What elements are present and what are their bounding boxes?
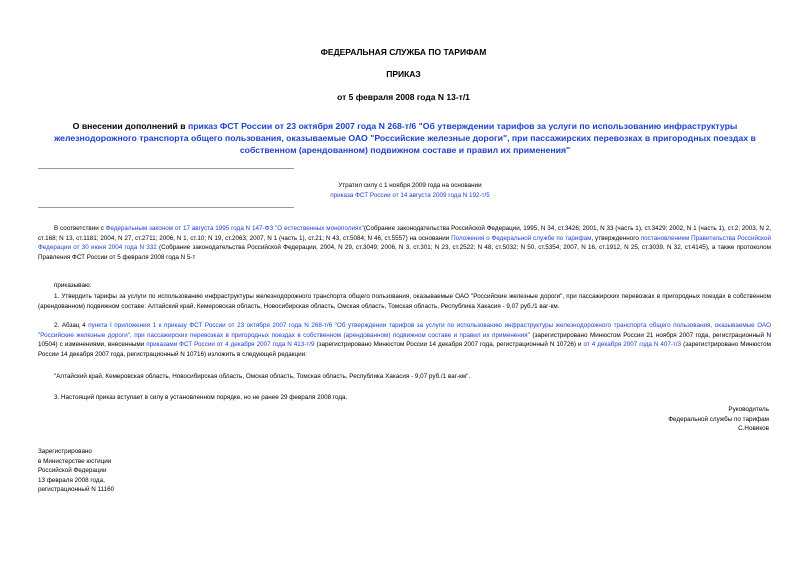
- signature-agency: Федеральной службы по тарифам: [668, 415, 769, 423]
- void-notice-link[interactable]: приказа ФСТ России от 14 августа 2009 года N 192-т/5: [330, 191, 490, 199]
- orders-word: приказываю:: [54, 282, 92, 289]
- item-2-text: (зарегистрировано Минюстом России 21 ноября 2007 года, регистрационный N 10504) с изменениями, внесенными: [38, 331, 771, 348]
- item-3: 3. Настоящий приказ вступает в силу в установленном порядке, но не ранее 29 февраля 2008 года.: [54, 394, 348, 401]
- registration-line: Российской Федерации: [38, 467, 107, 475]
- title-prefix: О внесении дополнений в: [72, 121, 188, 131]
- document-date-number: от 5 февраля 2008 года N 13-т/1: [337, 92, 470, 102]
- void-notice-text: Утратил силу с 1 ноября 2009 года на основании: [338, 182, 482, 189]
- federal-law-link[interactable]: Федеральным законом от 17 августа 1995 года N 147-ФЗ "О естественных монополиях": [105, 225, 364, 232]
- signature-title: Руководитель: [728, 406, 769, 413]
- preamble-text: (Собрание законодательства Российской Федерации, 2004, N 29, ст.3049; 2006, N 3, ст.301; N 23, ст.2522; N 48, ст.5032; N 50, ст.5354; 2007, N 16, ст.1912, N 25, ст.3039, N 32, ст.4145), а также протоколом Правления ФСТ России от 5 февраля 2008 года N 5-т: [38, 244, 771, 261]
- preamble-text: , утвержденного: [591, 234, 641, 242]
- quoted-text: "Алтайский край, Кемеровская область, Новосибирская область, Омская область, Томская область, Республика Хакасия - 9,07 руб./1 ваг-км".: [54, 373, 471, 380]
- item-2: [38, 321, 771, 359]
- void-notice: [300, 181, 520, 200]
- preamble-text: В соответствии с: [54, 225, 106, 232]
- item-2-text: (зарегистрировано Минюстом России 14 декабря 2007 года, регистрационный N 10726) и: [314, 341, 584, 348]
- signature-name: С.Новиков: [738, 425, 769, 432]
- government-decree-link[interactable]: постановлением Правительства Российской Федерации от 30 июня 2004 года N 332: [38, 234, 771, 251]
- registration-line: регистрационный N 11160: [38, 486, 115, 494]
- divider-bottom: [38, 207, 294, 208]
- appendix-link[interactable]: пункта I приложения 1 к приказу ФСТ России от 23 октября 2007 года N 268-т/6 "Об утверждении тарифов за услуги по использованию инфраструктуры железнодорожного транспорта общего пользования, оказываемые ОАО "Российские железные дороги", при пассажирских перевозках в пригородных поездах в собственном (арендованном) подвижном составе и правил их применения": [38, 322, 771, 339]
- preamble-paragraph: [38, 224, 771, 262]
- registration-line: в Министерстве юстиции: [38, 457, 112, 465]
- regulation-fst-link[interactable]: Положения о Федеральной службе по тарифам: [451, 234, 592, 242]
- signature-block: [668, 405, 769, 434]
- item-2-text: (зарегистрировано Минюстом России 14 декабря 2007 года, регистрационный N 10716) изложить в следующей редакции:: [38, 341, 771, 358]
- title-amended-order-link[interactable]: приказ ФСТ России от 23 октября 2007 года N 268-т/6 "Об утверждении тарифов за услуги по использованию инфраструктуры железнодорожного транспорта общего пользования, оказываемые ОАО "Российские железные дороги", при пассажирских перевозках в пригородных поездах в собственном (арендованном) подвижном составе и правил их применения": [54, 121, 756, 155]
- registration-block: [38, 447, 114, 495]
- document-title: [40, 120, 770, 156]
- item-2-text: 2. Абзац 4: [54, 322, 89, 329]
- order-407-link[interactable]: от 4 декабря 2007 года N 407-т/3: [583, 341, 682, 348]
- divider-top: [38, 168, 294, 169]
- document-type-heading: ПРИКАЗ: [386, 69, 421, 79]
- item-1: 1. Утвердить тарифы за услуги по использованию инфраструктуры железнодорожного транспорта общего пользования, оказываемые ОАО "Российские железные дороги", при пассажирских перевозках в пригородных поездах в собственном (арендованном) подвижном составе: Алтайский край, Кемеровская область, Новосибирская область, Омская область, Томская область, Республика Хакасия - 9,07 руб./1 ваг-км.: [38, 293, 771, 310]
- order-413-link[interactable]: приказами ФСТ России от 4 декабря 2007 года N 413-т/9: [146, 341, 315, 348]
- registration-line: Зарегистрировано: [38, 448, 92, 455]
- preamble-text: (Собрание законодательства Российской Федерации, 1995, N 34, ст.3426; 2001, N 33 (часть 1), ст.3429; 2002, N 1 (часть 1), ст.2; 2003, N 2, ст.168; N 13, ст.1181; 2004, N 27, ст.2711; 2006, N 1, ст.10; N 19, ст.2063; 2007, N 1 (часть 1), ст.21; N 43, ст.5084; N 46, ст.5557) на основании: [38, 225, 771, 242]
- registration-line: 13 февраля 2008 года,: [38, 476, 105, 484]
- agency-heading: ФЕДЕРАЛЬНАЯ СЛУЖБА ПО ТАРИФАМ: [320, 47, 487, 57]
